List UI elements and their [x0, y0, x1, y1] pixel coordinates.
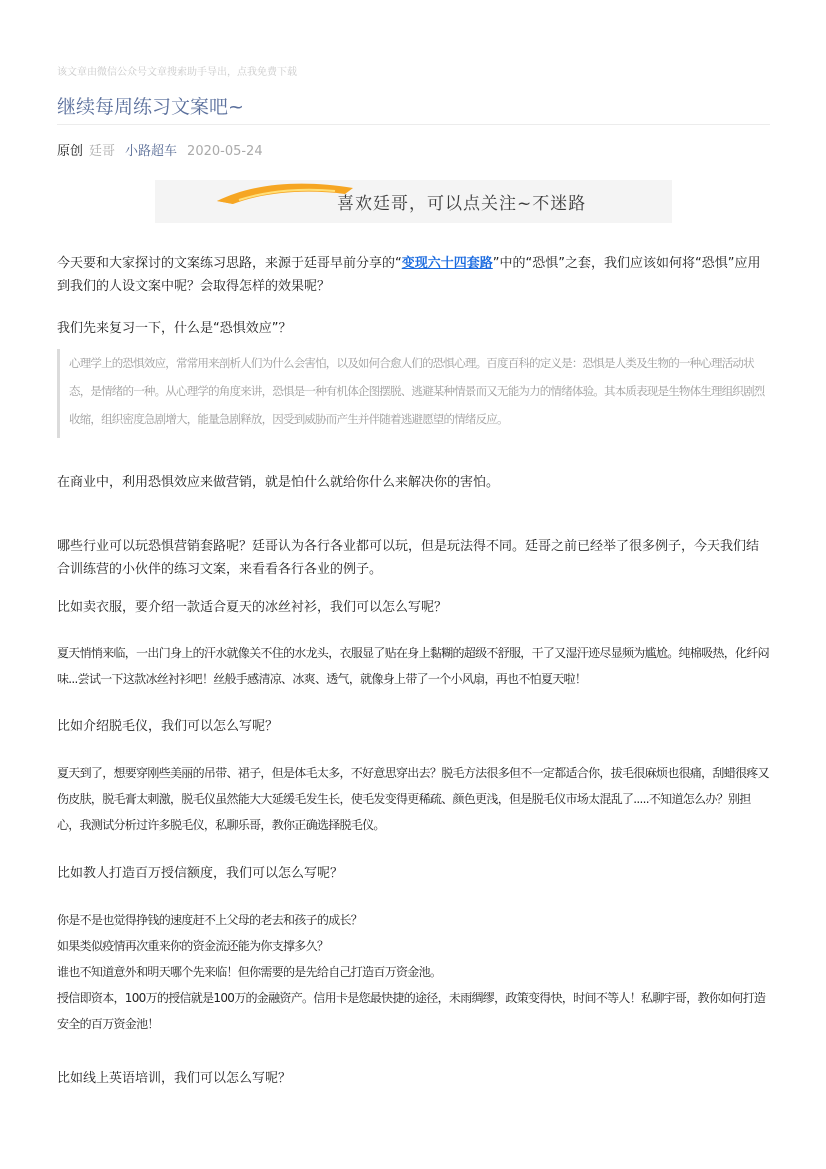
account-link[interactable]: 小路超车 [125, 144, 178, 159]
example-clothes-heading: 比如卖衣服，要介绍一款适合夏天的冰丝衬衫，我们可以怎么写呢？ [57, 600, 448, 615]
follow-banner-image [155, 180, 672, 223]
example-epilator-heading: 比如介绍脱毛仪，我们可以怎么写呢？ [57, 719, 279, 734]
industries-paragraph: 哪些行业可以玩恐惧营销套路呢？廷哥认为各行各业都可以玩，但是玩法得不同。廷哥之前已经举了很多例子，今天我们结合训练营的小伙伴的练习文案，来看看各行各业的例子。 [57, 539, 760, 577]
author-name: 廷哥 [89, 144, 116, 159]
example-english-heading: 比如线上英语培训，我们可以怎么写呢？ [57, 1071, 292, 1086]
intro-text-before: 今天要和大家探讨的文案练习思路，来源于廷哥早前分享的“ [57, 256, 402, 271]
banner-text: 喜欢廷哥，可以点关注~不迷路 [337, 194, 587, 214]
intro-paragraph [57, 252, 771, 298]
article-meta [57, 140, 263, 159]
business-paragraph: 在商业中，利用恐惧效应来做营销，就是怕什么就给你什么来解决你的害怕。 [57, 475, 500, 490]
title-divider [57, 124, 770, 125]
intro-text-after: ”中的“恐惧”之套，我们应该如何将“恐惧”应用到我们的人设文案中呢？会取得怎样的效果呢？ [57, 256, 761, 294]
example-clothes-copy: 夏天悄悄来临，一出门身上的汗水就像关不住的水龙头，衣服显了贴在身上黏糊的超级不舒服，干了又湿汗迹尽显频为尴尬。纯棉吸热，化纤闷味...尝试一下这款冰丝衬衫吧！丝般手感清凉、冰爽、透气，就像身上带了一个小风扇，再也不怕夏天啦！ [57, 646, 769, 686]
example-credit-copy [57, 907, 771, 1037]
review-question: 我们先来复习一下，什么是“恐惧效应”？ [57, 321, 292, 336]
article-title: 继续每周练习文案吧~ [57, 96, 244, 118]
example-credit-heading: 比如教人打造百万授信额度，我们可以怎么写呢？ [57, 866, 344, 881]
export-notice-link[interactable]: 该文章由微信公众号文章搜索助手导出，点我免费下载 [57, 67, 297, 78]
definition-blockquote [57, 349, 771, 438]
publish-date: 2020-05-24 [187, 144, 263, 159]
original-tag: 原创 [57, 144, 84, 159]
list-item: 如果类似疫情再次重来你的资金流还能为你支撑多久？ [57, 939, 329, 953]
quote-text: 心理学上的恐惧效应，常常用来剖析人们为什么会害怕，以及如何合愈人们的恐惧心理。百度百科的定义是：恐惧是人类及生物的一种心理活动状态，是情绪的一种。从心理学的角度来讲，恐惧是一种有机体企图摆脱、逃避某种情景而又无能为力的情绪体验。其本质表现是生物体生理组织剧烈收缩，组织密度急剧增大，能量急剧释放，因受到威胁而产生并伴随着逃避愿望的情绪反应。 [69, 356, 765, 426]
series-link[interactable]: 变现六十四套路 [401, 256, 493, 271]
example-epilator-copy: 夏天到了，想要穿刚些美丽的吊带、裙子，但是体毛太多，不好意思穿出去？脱毛方法很多但不一定都适合你，拔毛很麻烦也很痛，刮蜡很疼又伤皮肤，脱毛膏太刺激，脱毛仪虽然能大大延缓毛发生长，使毛发变得更稀疏、颜色更浅，但是脱毛仪市场太混乱了.....不知道怎么办？别担心，我测试分析过许多脱毛仪，私聊乐哥，教你正确选择脱毛仪。 [57, 766, 769, 832]
list-item: 授信即资本，100万的授信就是100万的金融资产。信用卡是您最快捷的途径，未雨绸缪，政策变得快，时间不等人！私聊宇哥，教你如何打造安全的百万资金池！ [57, 991, 766, 1031]
list-item: 谁也不知道意外和明天哪个先来临！但你需要的是先给自己打造百万资金池。 [57, 965, 442, 979]
list-item: 你是不是也觉得挣钱的速度赶不上父母的老去和孩子的成长？ [57, 913, 363, 927]
